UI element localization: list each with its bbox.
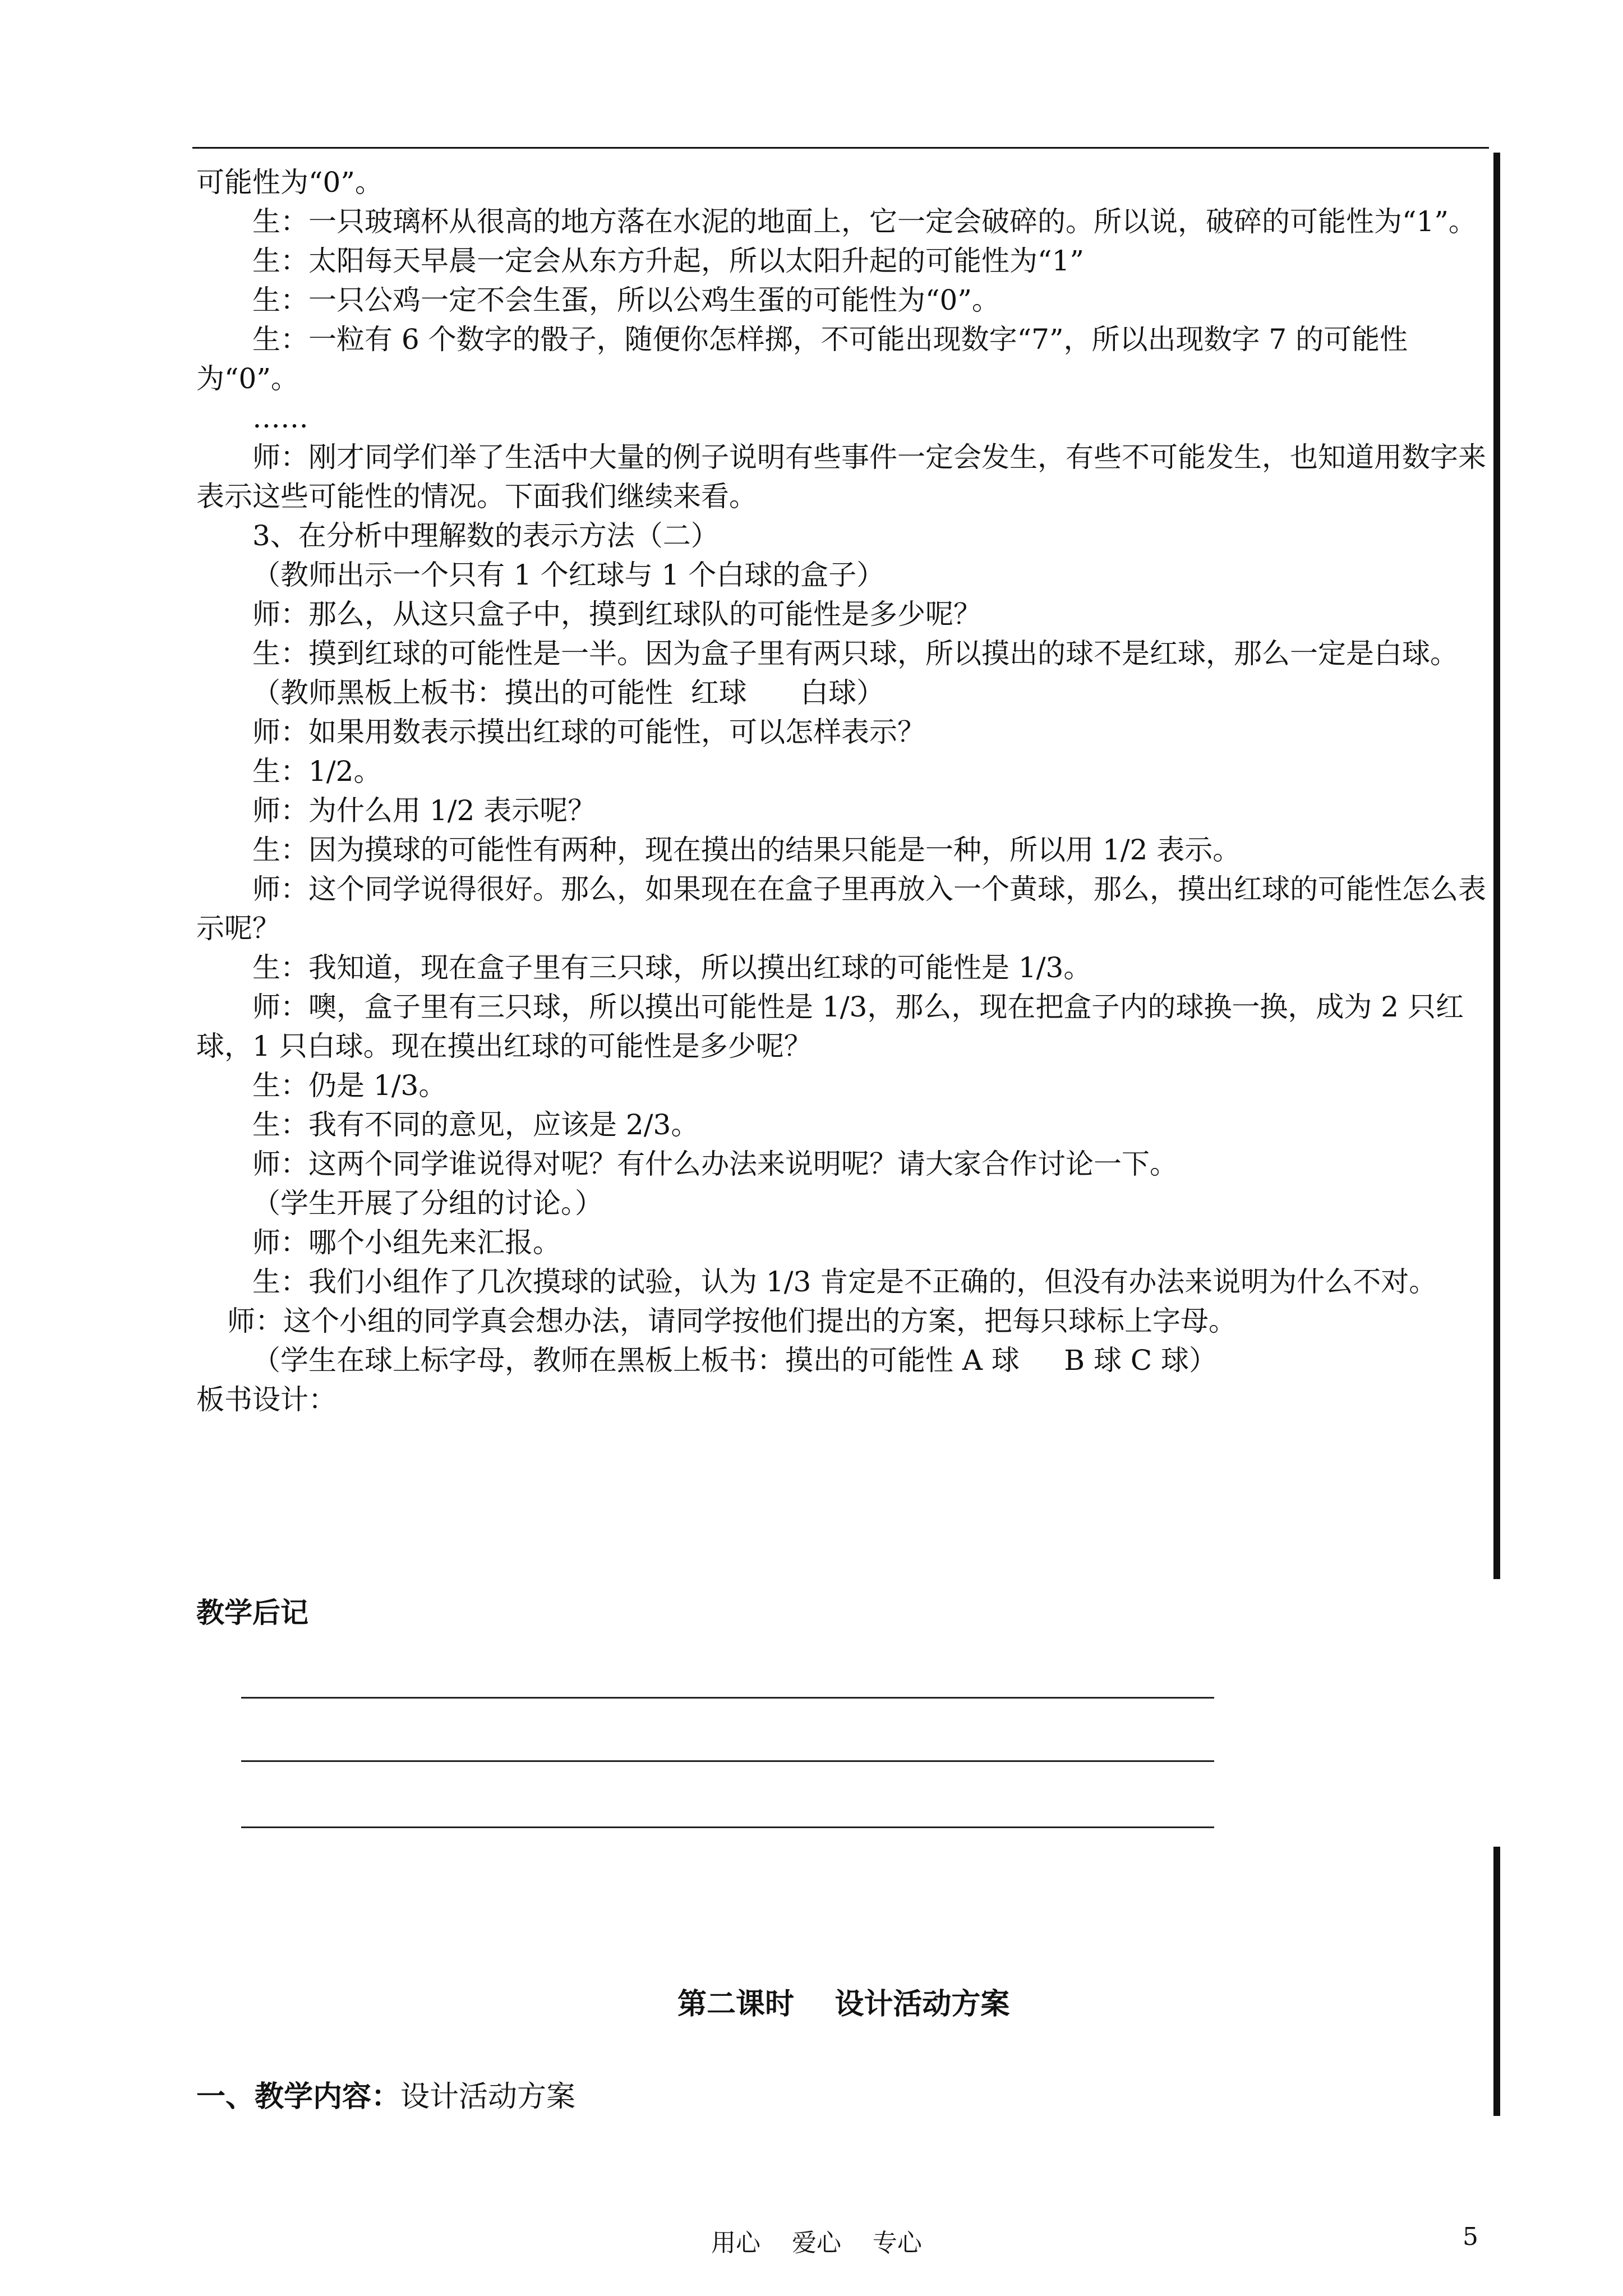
lesson-title: 第二课时 设计活动方案 bbox=[677, 1987, 1010, 2021]
paragraph: 生：因为摸球的可能性有两种，现在摸出的结果只能是一种，所以用 1/2 表示。 bbox=[252, 834, 1241, 866]
section-value: 设计活动方案 bbox=[400, 2080, 576, 2114]
section-heading bbox=[196, 2073, 575, 2115]
paragraph: 生：太阳每天早晨一定会从东方升起，所以太阳升起的可能性为“1” bbox=[252, 245, 1084, 277]
paragraph: （教师黑板上板书：摸出的可能性 红球 白球） bbox=[252, 677, 885, 709]
paragraph: 生：我们小组作了几次摸球的试验，认为 1/3 肯定是不正确的，但没有办法来说明为什么不对。 bbox=[252, 1266, 1437, 1298]
section-label: 一、教学内容： bbox=[196, 2079, 401, 2114]
top-rule bbox=[192, 147, 1489, 149]
writing-line bbox=[241, 1826, 1214, 1828]
paragraph: 生：我知道，现在盒子里有三只球，所以摸出红球的可能性是 1/3。 bbox=[252, 951, 1092, 984]
paragraph: 生：我有不同的意见，应该是 2/3。 bbox=[252, 1108, 699, 1141]
paragraph: 生：一只玻璃杯从很高的地方落在水泥的地面上，它一定会破碎的。所以说，破碎的可能性为“1”。 bbox=[252, 205, 1477, 238]
paragraph: 板书设计： bbox=[196, 1383, 336, 1416]
paragraph: 师：如果用数表示摸出红球的可能性，可以怎样表示？ bbox=[252, 716, 925, 748]
paragraph: 3、在分析中理解数的表示方法（二） bbox=[252, 519, 719, 552]
paragraph: 师：哪个小组先来汇报。 bbox=[252, 1226, 561, 1259]
paragraph: 生：仍是 1/3。 bbox=[252, 1069, 447, 1102]
paragraph: （学生在球上标字母，教师在黑板上板书：摸出的可能性 A 球 B 球 C 球） bbox=[252, 1344, 1218, 1377]
right-margin-bar bbox=[1493, 1847, 1500, 2116]
paragraph: 可能性为“0”。 bbox=[196, 166, 383, 199]
paragraph: 师：这个同学说得很好。那么，如果现在在盒子里再放入一个黄球，那么，摸出红球的可能性怎么表示呢？ bbox=[196, 873, 1486, 945]
footer-motto: 用心 爱心 专心 bbox=[711, 2229, 922, 2257]
paragraph: 生：一粒有 6 个数字的骰子，随便你怎样掷，不可能出现数字“7”，所以出现数字 7 的可能性为“0”。 bbox=[196, 323, 1408, 395]
paragraph: 师：这两个同学谁说得对呢？有什么办法来说明呢？请大家合作讨论一下。 bbox=[252, 1148, 1178, 1180]
paragraph: （教师出示一个只有 1 个红球与 1 个白球的盒子） bbox=[252, 559, 885, 591]
paragraph: 师：这个小组的同学真会想办法，请同学按他们提出的方案，把每只球标上字母。 bbox=[227, 1305, 1237, 1337]
writing-line bbox=[241, 1760, 1214, 1762]
paragraph: 生：1/2。 bbox=[252, 755, 382, 788]
right-margin-bar bbox=[1493, 153, 1500, 1579]
paragraph: 师：噢，盒子里有三只球，所以摸出可能性是 1/3，那么，现在把盒子内的球换一换，成为 2 只红球，1 只白球。现在摸出红球的可能性是多少呢？ bbox=[196, 991, 1464, 1062]
paragraph: 生：摸到红球的可能性是一半。因为盒子里有两只球，所以摸出的球不是红球，那么一定是白球。 bbox=[252, 637, 1458, 670]
paragraph: 师：那么，从这只盒子中，摸到红球队的可能性是多少呢？ bbox=[252, 598, 981, 631]
lesson-body bbox=[196, 163, 1486, 1419]
paragraph: 师：刚才同学们举了生活中大量的例子说明有些事件一定会发生，有些不可能发生，也知道用数字来表示这些可能性的情况。下面我们继续来看。 bbox=[196, 441, 1486, 513]
paragraph: （学生开展了分组的讨论。） bbox=[252, 1187, 603, 1220]
paragraph: 生：一只公鸡一定不会生蛋，所以公鸡生蛋的可能性为“0”。 bbox=[252, 284, 1000, 316]
page-number: 5 bbox=[1463, 2223, 1478, 2251]
paragraph: 师：为什么用 1/2 表示呢？ bbox=[252, 794, 596, 827]
postscript-heading: 教学后记 bbox=[196, 1596, 308, 1629]
paragraph: …… bbox=[252, 402, 308, 434]
writing-line bbox=[241, 1697, 1214, 1699]
